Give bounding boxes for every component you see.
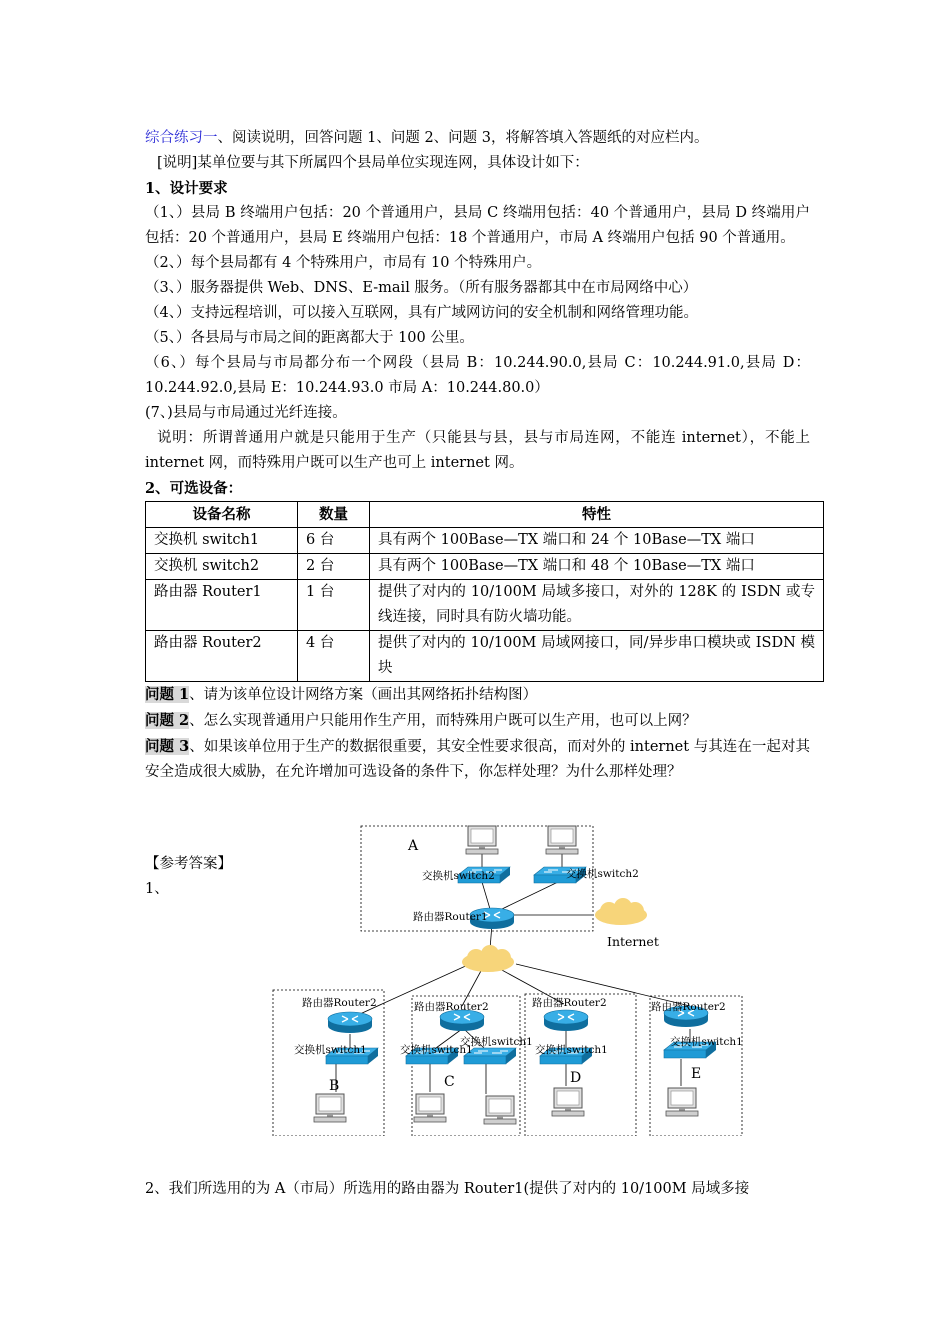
router2-icon [440,1010,484,1031]
cell-feature: 提供了对内的 10/100M 局域网接口，同/异步串口模块或 ISDN 模块 [370,631,824,682]
internet-cloud-icon [595,898,647,925]
question-3 [145,734,810,785]
requirement-item: （2、）每个县局都有 4 个特殊用户，市局有 10 个特殊用户。 [145,255,542,271]
site-b-label: B [329,1078,340,1094]
requirement-item: （5、）各县局与市局之间的距离都大于 100 公里。 [145,330,474,346]
cell-feature: 提供了对内的 10/100M 局域多接口，对外的 128K 的 ISDN 或专线连接，同时具有防火墙功能。 [370,580,824,631]
router2-icon [544,1010,588,1031]
devices-table [145,501,824,682]
cell-device: 交换机 switch2 [146,554,298,580]
intro-line [145,126,810,151]
answer-item-2: 2、我们所选用的为 A（市局）所选用的路由器为 Router1(提供了对内的 10/100M 局域多接 [145,1181,750,1197]
question-label: 问题 3 [145,738,190,755]
answer-heading: 【参考答案】 [145,856,232,872]
router2-icon [328,1012,372,1033]
cell-feature: 具有两个 100Base—TX 端口和 24 个 10Base—TX 端口 [370,528,824,554]
site-d-label: D [570,1070,582,1086]
requirement-item: （4、）支持远程培训，可以接入互联网，具有广域网访问的安全机制和网络管理功能。 [145,305,698,321]
switch2-label: 交换机switch2 [566,868,639,880]
pc-icon [414,1094,446,1122]
requirement-item: （1、）县局 B 终端用户包括：20 个普通用户，县局 C 终端用包括：40 个普通用户，县局 D 终端用户包括：20 个普通用户，县局 E 终端用户包括：18 个普通用户，市局 A 终端用户包括 90 个普通用。 [145,205,810,246]
question-2 [145,708,810,734]
user-note: 说明：所谓普通用户就是只能用于生产（只能县与县，县与市局连网，不能连 internet），不能上 internet 网，而特殊用户既可以生产也可上 internet 网。 [145,430,810,471]
table-row [146,528,824,554]
header-quantity: 数量 [298,502,370,528]
router2-label: 路由器Router2 [651,1001,726,1013]
header-features: 特性 [370,502,824,528]
table-row [146,580,824,631]
description-text: [说明]某单位要与其下所属四个县局单位实现连网，具体设计如下： [157,155,589,171]
switch1-label: 交换机switch1 [670,1036,743,1048]
document-body [145,126,815,785]
table-row [146,554,824,580]
network-topology-diagram [270,824,770,1136]
question-label: 问题 1 [145,686,190,703]
site-a-label: A [408,838,419,854]
table-header-row [146,502,824,528]
requirement-item: (7、)县局与市局通过光纤连接。 [145,405,347,421]
switch2-label: 交换机switch2 [422,870,495,882]
cell-device: 交换机 switch1 [146,528,298,554]
site-e-label: E [691,1066,702,1082]
pc-icon [314,1094,346,1122]
question-text: 、请为该单位设计网络方案（画出其网络拓扑结构图） [189,687,538,703]
requirement-item: （6、）每个县局与市局都分布一个网段（县局 B：10.244.90.0,县局 C：10.244.91.0,县局 D：10.244.92.0,县局 E：10.244.93.0 市局 A：10.244.80.0） [145,355,810,396]
table-row [146,631,824,682]
cell-device: 路由器 Router2 [146,631,298,682]
exercise-title: 综合练习一 [145,130,218,146]
cell-quantity: 6 台 [298,528,370,554]
question-text: 、如果该单位用于生产的数据很重要，其安全性要求很高，而对外的 internet 与其连在一起对其安全造成很大威胁，在允许增加可选设备的条件下，你怎样处理？为什么那样处理？ [145,739,810,780]
router2-label: 路由器Router2 [414,1001,489,1013]
devices-heading: 2、可选设备： [145,480,243,497]
pc-icon [546,826,578,854]
cell-device: 路由器 Router1 [146,580,298,631]
router2-label: 路由器Router2 [302,997,377,1009]
switch1-label: 交换机switch1 [294,1044,367,1056]
pc-icon [484,1096,516,1124]
switch1-label: 交换机switch1 [535,1044,608,1056]
pc-icon [552,1088,584,1116]
question-label: 问题 2 [145,712,190,729]
router1-label: 路由器Router1 [413,911,488,923]
cell-feature: 具有两个 100Base—TX 端口和 48 个 10Base—TX 端口 [370,554,824,580]
header-device-name: 设备名称 [146,502,298,528]
question-1 [145,682,810,708]
switch1-label: 交换机switch1 [460,1036,533,1048]
answer-item-1: 1、 [145,881,169,897]
instruction-text: 、阅读说明，回答问题 1、问题 2、问题 3，将解答填入答题纸的对应栏内。 [217,130,709,146]
cell-quantity: 4 台 [298,631,370,682]
cell-quantity: 1 台 [298,580,370,631]
cell-quantity: 2 台 [298,554,370,580]
pc-icon [466,826,498,854]
router2-label: 路由器Router2 [532,997,607,1009]
internet-label: Internet [607,934,659,949]
requirements-heading: 1、设计要求 [145,180,228,197]
site-c-label: C [444,1074,455,1090]
pc-icon [666,1088,698,1116]
requirement-item: （3、）服务器提供 Web、DNS、E-mail 服务。（所有服务器都其中在市局网络中心） [145,280,698,296]
answer-section [145,852,232,902]
switch1-label: 交换机switch1 [400,1044,473,1056]
wan-cloud-icon [462,945,514,972]
question-text: 、怎么实现普通用户只能用作生产用，而特殊用户既可以生产用，也可以上网？ [189,713,697,729]
